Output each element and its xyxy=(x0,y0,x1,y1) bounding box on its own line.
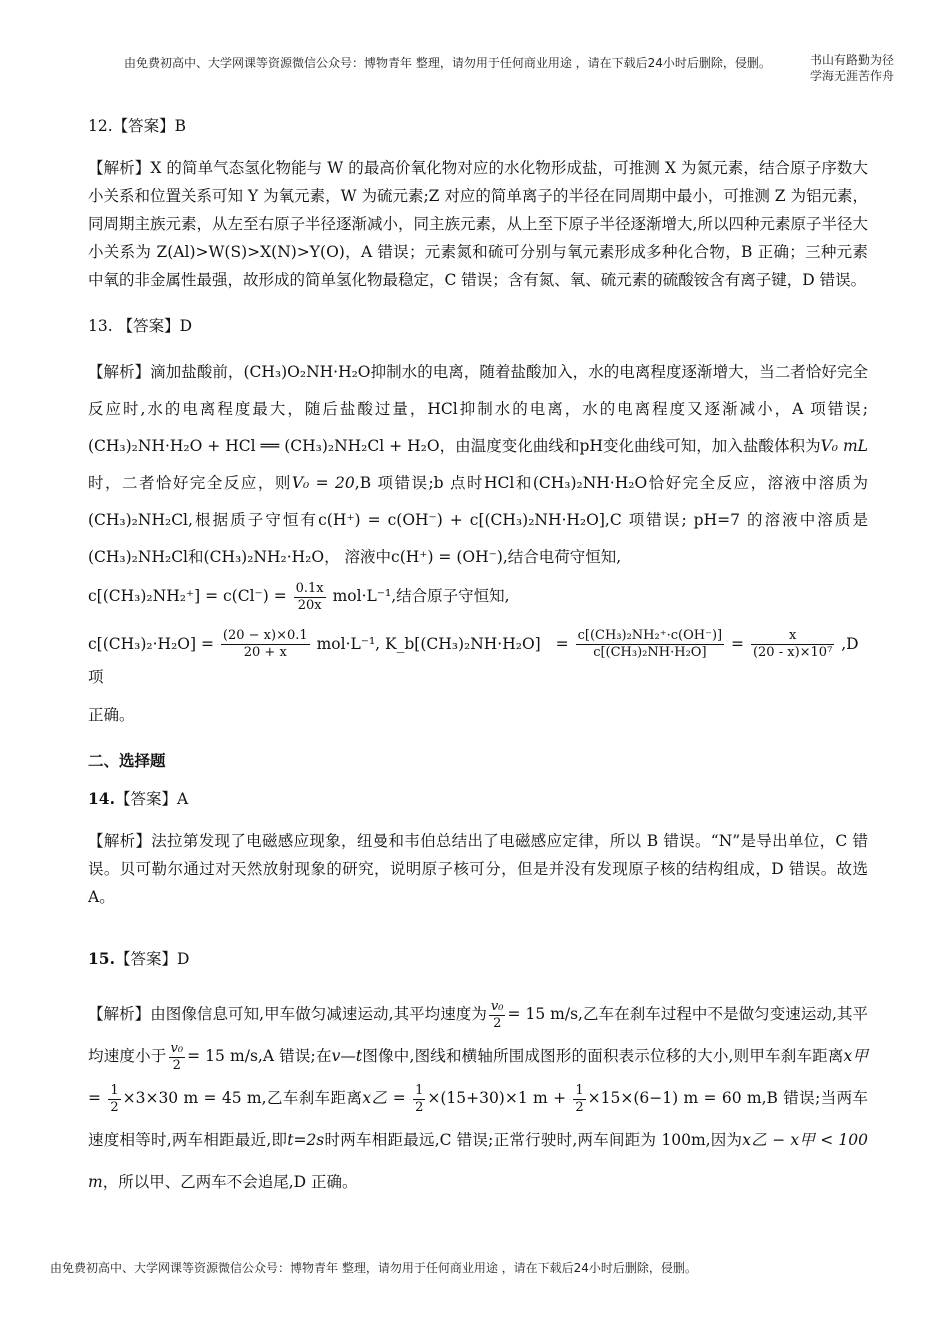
header-source-notice: 由免费初高中、大学网课等资源微信公众号：博物青年 整理，请勿用于任何商业用途 ，请在下载后24小时后删除，侵删。 xyxy=(124,56,771,70)
numerator: v₀ xyxy=(170,1040,184,1056)
denominator: 2 xyxy=(575,1099,584,1115)
fraction xyxy=(294,581,326,614)
q13-equation-1 xyxy=(88,580,868,614)
header-motto xyxy=(810,52,894,84)
q14-answer-text: 【答案】A xyxy=(114,790,189,808)
eq-sign: = xyxy=(555,634,569,653)
q13-text: ,C 项错误; pH=7 的溶液中溶质是 xyxy=(604,511,868,529)
q13-reaction-equation: (CH₃)₂NH·H₂O + HCl ══ (CH₃)₂NH₂Cl + H₂O xyxy=(88,437,440,455)
q13-proton-conservation: c(H⁺) = c(OH⁻) + c[(CH₃)₂NH·H₂O] xyxy=(318,511,605,529)
answer-content xyxy=(88,112,868,1221)
q13-formula: (CH₃)₂NH₂Cl xyxy=(88,548,189,566)
q13-formula: (CH₃)O₂NH·H₂O xyxy=(243,363,371,381)
q13-text: ,B 项错误;b 点时 xyxy=(354,474,484,492)
denominator: 2 xyxy=(172,1057,181,1073)
q15-text: ,乙车在刹车过程中不是做匀变速运动,其平均速度小于 xyxy=(88,1005,868,1065)
q15-formula: t=2s xyxy=(287,1131,325,1149)
q13-text: 和 xyxy=(514,474,533,492)
q15-answer-text: 【答案】D xyxy=(114,950,190,968)
q15-formula: x乙 − x甲 < 100 m xyxy=(88,1131,868,1191)
fraction xyxy=(221,628,310,661)
numerator: 1 xyxy=(110,1082,119,1098)
numerator: v₀ xyxy=(490,998,504,1014)
q13-formula: V₀ mL xyxy=(820,437,868,455)
q15-text: 图像中,图线和横轴所围成图形的面积表示位移的大小,则甲车刹车距离 xyxy=(362,1047,844,1065)
q15-analysis xyxy=(88,993,868,1203)
numerator: 0.1x xyxy=(295,580,324,596)
q15-formula: = 15 m/s xyxy=(187,1047,258,1065)
eq-tail-text: ,结合原子守恒知, xyxy=(391,587,510,605)
denominator: (20 - x)×10⁷ xyxy=(752,645,833,660)
denominator: 20 + x xyxy=(243,645,287,660)
q13-text: ,根据质子守恒有 xyxy=(188,511,319,529)
denominator: 2 xyxy=(493,1015,502,1031)
footer-source-notice: 由免费初高中、大学网课等资源微信公众号：博物青年 整理，请勿用于任何商业用途 ，请在下载后24小时后删除，侵删。 xyxy=(50,1261,697,1275)
fraction xyxy=(108,1083,120,1116)
q15-formula: ×15×(6−1) m = 60 m xyxy=(587,1089,762,1107)
q13-formula: (CH₃)₂NH·H₂O xyxy=(532,474,648,492)
numerator: x xyxy=(751,628,834,645)
denominator: 20x xyxy=(297,597,322,613)
fraction xyxy=(573,1083,585,1116)
motto-line-2: 学海无涯苦作舟 xyxy=(809,69,894,83)
q15-text: ,A 错误;在 xyxy=(257,1047,332,1065)
eq-sign: = xyxy=(731,634,745,653)
q13-text: 抑制水的电离，随着盐酸加入，水的电离程度逐渐增大，当二者恰好完全反应时,水的电离程度最大，随后盐酸过量， xyxy=(88,363,868,418)
numerator: (20 − x)×0.1 xyxy=(222,628,308,643)
q13-formula: HCl xyxy=(427,400,458,418)
q13-formula: c(H⁺) = (OH⁻) xyxy=(391,548,503,566)
fraction xyxy=(751,628,834,661)
q13-answer: 13. 【答案】D xyxy=(88,317,193,335)
q13-conclusion: 正确。 xyxy=(88,706,135,724)
q13-text: 时，二者恰好完全反应，则 xyxy=(88,474,292,492)
motto-line-1: 书山有路勤为径 xyxy=(809,53,894,67)
fraction xyxy=(169,1041,186,1074)
q13-text: 抑制水的电离，水的电离程度又逐渐减小，A 项错误; xyxy=(457,400,868,418)
q13-text: 变化曲线可知，加入盐酸体积为 xyxy=(602,437,821,455)
q15-formula: ×3×30 m = 45 m xyxy=(122,1089,262,1107)
q13-text: 和 xyxy=(188,548,204,566)
q13-text: ,结合电荷守恒知, xyxy=(502,548,622,566)
q12-answer: 12.【答案】B xyxy=(88,117,187,135)
q13-formula: pH xyxy=(579,437,603,455)
q15-text: ,乙车刹车距离 xyxy=(261,1089,363,1107)
denominator: c[(CH₃)₂NH·H₂O] xyxy=(593,645,707,660)
eq-unit: mol·L⁻¹ xyxy=(332,587,392,605)
q13-formula: (CH₃)₂NH₂·H₂O xyxy=(203,548,325,566)
q15-text: 时两车相距最远,C 错误;正常行驶时,两车间距为 100m,因为 xyxy=(324,1131,743,1149)
q15-formula: x甲 = xyxy=(88,1047,868,1107)
q15-formula: v—t xyxy=(331,1047,363,1065)
q13-formula: HCl xyxy=(484,474,515,492)
eq-unit: mol·L⁻¹, K_b[(CH₃)₂NH·H₂O] xyxy=(316,634,541,653)
eq-tail-text: ,D 项 xyxy=(88,634,859,686)
numerator: c[(CH₃)₂NH₂⁺·c(OH⁻)] xyxy=(577,628,723,643)
q12-analysis: 【解析】X 的简单气态氢化物能与 W 的最高价氧化物对应的水化物形成盐，可推测 X 为氮元素，结合原子序数大小关系和位置关系可知 Y 为氧元素，W 为硫元素;Z 对应的简单离子的半径在同周期中最小，可推测 Z 为铝元素，同周期主族元素，从左至右原子半径逐渐减小，同主族元素，从上至下原子半径逐渐增大,所以四种元素原子半径大小关系为 Z(Al)>W(S)>X(N)>Y(O)，A 错误；元素氮和硫可分别与氧元素形成多种化合物，B 正确；三种元素中氧的非金属性最强，故形成的简单氢化物最稳定，C 错误；含有氮、氧、硫元素的硫酸铵含有离子键，D 错误。 xyxy=(88,159,868,289)
q13-text: 恰好完全反应，溶液中溶质为 xyxy=(647,474,868,492)
q15-formula: x乙 = xyxy=(362,1089,412,1107)
q15-text: ，所以甲、乙两车不会追尾,D 正确。 xyxy=(102,1173,358,1191)
q13-analysis xyxy=(88,354,868,576)
numerator: 1 xyxy=(415,1082,424,1098)
q15-formula: = 15 m/s xyxy=(507,1005,579,1023)
q13-equation-2 xyxy=(88,628,868,694)
q15-answer xyxy=(88,945,868,973)
q13-text: ， 溶液中 xyxy=(324,548,392,566)
q13-formula: (CH₃)₂NH₂Cl xyxy=(88,511,189,529)
q15-formula: ×(15+30)×1 m + xyxy=(427,1089,572,1107)
denominator: 2 xyxy=(415,1099,424,1115)
fraction xyxy=(576,628,724,661)
q14-answer xyxy=(88,785,868,813)
numerator: 1 xyxy=(575,1082,584,1098)
fraction xyxy=(413,1083,425,1116)
denominator: 2 xyxy=(110,1099,119,1115)
q15-number: 15. xyxy=(88,949,115,968)
q13-text: ，由温度变化曲线和 xyxy=(439,437,580,455)
eq-lhs: c[(CH₃)₂NH₂⁺] = c(Cl⁻) = xyxy=(88,587,287,605)
q15-text: ,B 错误;当两车速度相等时,两车相距最近,即 xyxy=(88,1089,868,1149)
fraction xyxy=(489,999,506,1032)
section-title: 二、选择题 xyxy=(88,752,166,770)
q15-text: 【解析】由图像信息可知,甲车做匀减速运动,其平均速度为 xyxy=(88,1005,487,1023)
q14-analysis: 【解析】法拉第发现了电磁感应现象，纽曼和韦伯总结出了电磁感应定律，所以 B 错误。“N”是导出单位，C 错误。贝可勒尔通过对天然放射现象的研究，说明原子核可分，但是并没有发现原子核的结构组成，D 错误。故选 A。 xyxy=(88,832,868,906)
eq-lhs: c[(CH₃)₂·H₂O] = xyxy=(88,634,214,653)
q13-text: 【解析】滴加盐酸前， xyxy=(88,363,244,381)
q14-number: 14. xyxy=(88,789,115,808)
q13-formula: V₀ = 20 xyxy=(291,474,355,492)
